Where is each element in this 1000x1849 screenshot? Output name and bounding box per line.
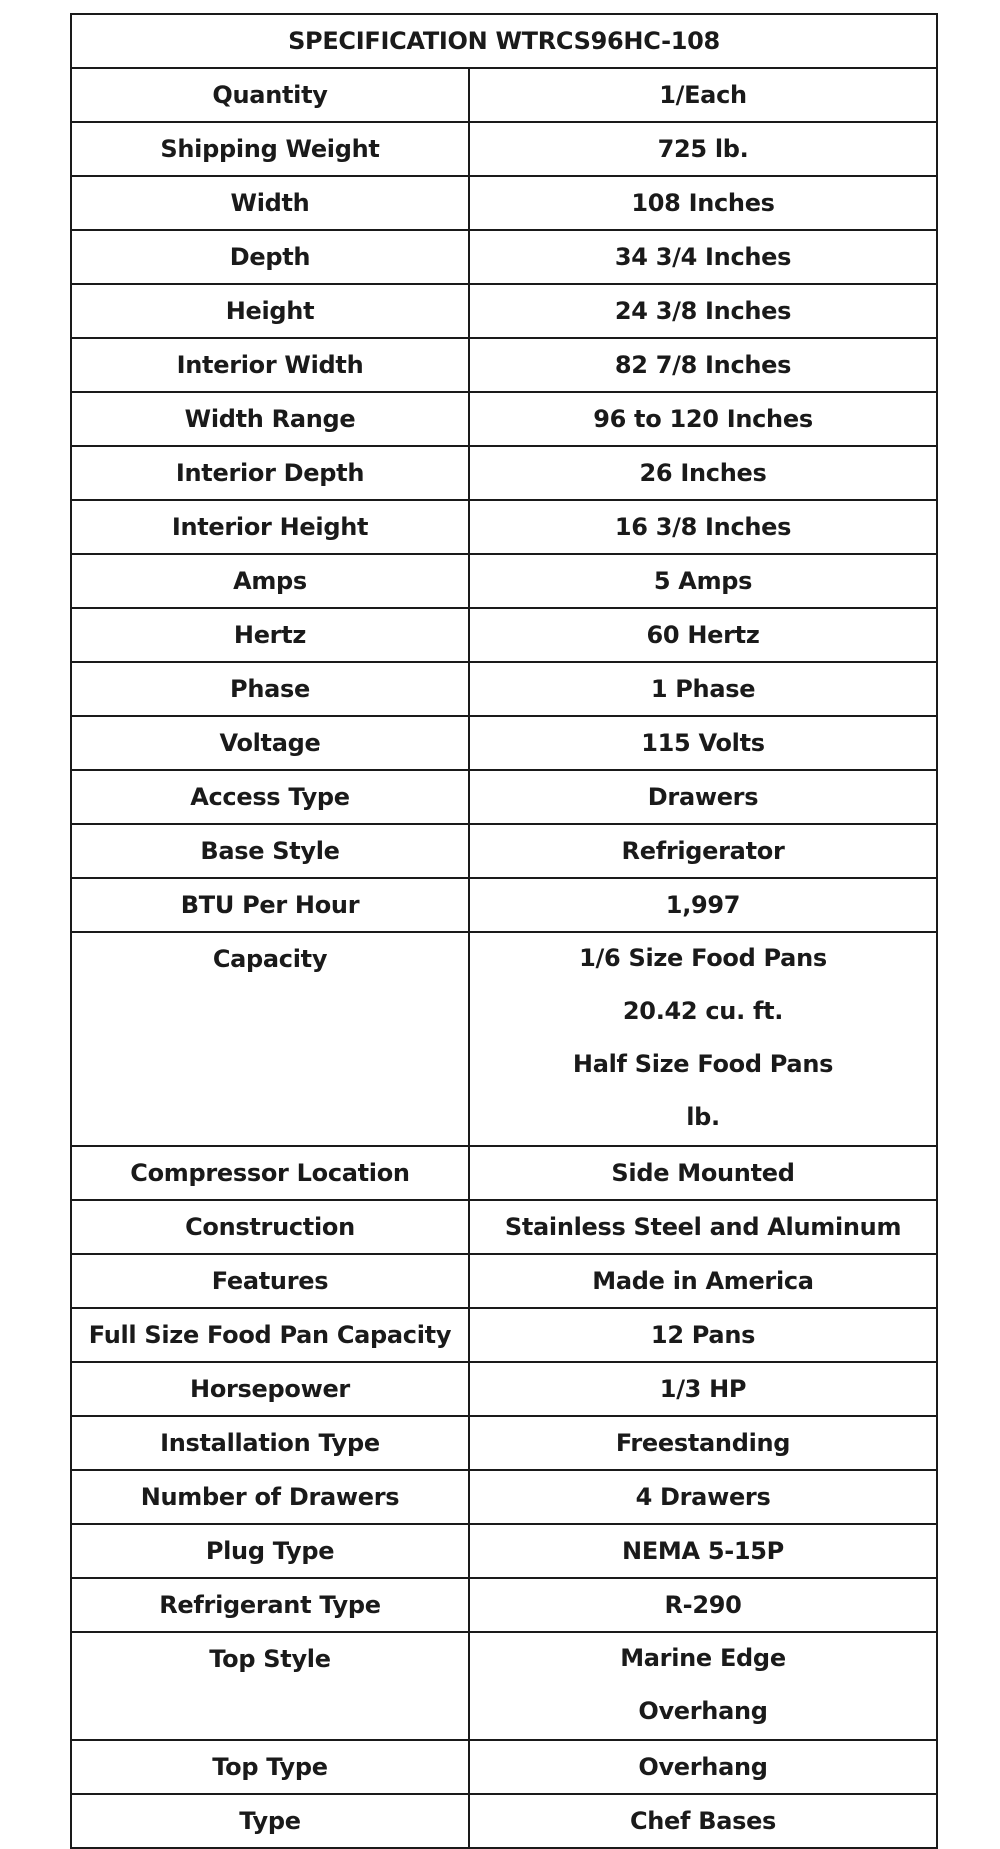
spec-value-cell [469, 284, 937, 338]
table-row [71, 284, 937, 338]
spec-value-cell [469, 554, 937, 608]
spec-value-cell [469, 662, 937, 716]
spec-value-cell [469, 824, 937, 878]
table-row [71, 500, 937, 554]
spec-value-cell [469, 392, 937, 446]
table-row [71, 1200, 937, 1254]
spec-label-cell [71, 824, 469, 878]
spec-label: Compressor Location [130, 1159, 410, 1187]
specification-table [70, 13, 938, 1849]
spec-value: Refrigerator [621, 837, 785, 865]
table-row [71, 1254, 937, 1308]
spec-label: Quantity [212, 81, 328, 109]
spec-label: Access Type [190, 783, 350, 811]
spec-value-cell [469, 1578, 937, 1632]
spec-value-cell [469, 1524, 937, 1578]
spec-value: 1/3 HP [659, 1375, 747, 1403]
spec-label-cell [71, 392, 469, 446]
spec-label: BTU Per Hour [180, 891, 360, 919]
spec-label: Base Style [200, 837, 340, 865]
spec-value: 24 3/8 Inches [614, 297, 792, 325]
spec-label: Number of Drawers [140, 1483, 400, 1511]
spec-label-cell [71, 1146, 469, 1200]
spec-value-cell [469, 122, 937, 176]
table-row [71, 554, 937, 608]
spec-label: Interior Height [171, 513, 369, 541]
spec-label: Interior Depth [175, 459, 365, 487]
spec-value: 16 3/8 Inches [614, 513, 792, 541]
table-header-row [71, 14, 937, 68]
spec-label-cell [71, 1524, 469, 1578]
spec-value-cell [469, 716, 937, 770]
spec-label: Amps [233, 567, 307, 595]
table-row [71, 770, 937, 824]
spec-value-cell [469, 1146, 937, 1200]
spec-value: 4 Drawers [635, 1483, 771, 1511]
spec-label-cell [71, 1362, 469, 1416]
spec-label-cell [71, 446, 469, 500]
table-title: SPECIFICATION WTRCS96HC-108 [71, 14, 937, 68]
spec-value: Drawers [647, 783, 759, 811]
spec-value: 1,997 [665, 891, 741, 919]
spec-label-cell [71, 122, 469, 176]
table-row [71, 338, 937, 392]
spec-value-cell [469, 1470, 937, 1524]
spec-label: Refrigerant Type [159, 1591, 381, 1619]
spec-value: 1/Each [659, 81, 747, 109]
spec-label-cell [71, 662, 469, 716]
spec-label-cell [71, 608, 469, 662]
spec-value-cell [469, 1200, 937, 1254]
spec-label: Installation Type [160, 1429, 380, 1457]
spec-value-cell [469, 932, 937, 1146]
spec-value: NEMA 5-15P [622, 1537, 784, 1565]
spec-label: Hertz [233, 621, 307, 649]
spec-value: 20.42 cu. ft. [622, 997, 784, 1025]
table-row [71, 176, 937, 230]
spec-label-cell [71, 716, 469, 770]
table-row [71, 824, 937, 878]
table-row [71, 1632, 937, 1740]
spec-value-cell [469, 338, 937, 392]
spec-label-cell [71, 1200, 469, 1254]
table-row [71, 446, 937, 500]
table-row [71, 1794, 937, 1848]
spec-label-cell [71, 176, 469, 230]
spec-label-cell [71, 1740, 469, 1794]
spec-label-cell [71, 1308, 469, 1362]
spec-value-cell [469, 1254, 937, 1308]
spec-label-cell [71, 230, 469, 284]
table-row [71, 716, 937, 770]
spec-label-cell [71, 932, 469, 1146]
table-row [71, 878, 937, 932]
spec-label: Voltage [219, 729, 321, 757]
spec-value: 34 3/4 Inches [614, 243, 792, 271]
spec-value-cell [469, 230, 937, 284]
spec-value-cell [469, 176, 937, 230]
spec-label-cell [71, 1416, 469, 1470]
spec-value: Stainless Steel and Aluminum [504, 1213, 902, 1241]
spec-label: Interior Width [176, 351, 364, 379]
spec-value: Freestanding [615, 1429, 791, 1457]
spec-value: 1/6 Size Food Pans [579, 944, 827, 972]
spec-label: Top Type [212, 1753, 328, 1781]
spec-label-cell [71, 1632, 469, 1740]
spec-value-cell [469, 1740, 937, 1794]
table-row [71, 1524, 937, 1578]
table-row [71, 1146, 937, 1200]
spec-value-cell [469, 1308, 937, 1362]
spec-value-cell [469, 1794, 937, 1848]
spec-value: Marine Edge [620, 1644, 786, 1672]
spec-value: Overhang [638, 1753, 768, 1781]
table-row [71, 68, 937, 122]
spec-value: 82 7/8 Inches [614, 351, 792, 379]
spec-label-cell [71, 1794, 469, 1848]
spec-value: Side Mounted [611, 1159, 795, 1187]
spec-label-cell [71, 1254, 469, 1308]
table-row [71, 1578, 937, 1632]
spec-label: Width [230, 189, 310, 217]
spec-value: 1 Phase [650, 675, 756, 703]
spec-value: lb. [686, 1103, 720, 1131]
spec-label-cell [71, 68, 469, 122]
table-body [71, 68, 937, 1848]
spec-value: Overhang [638, 1697, 768, 1725]
spec-label: Type [239, 1807, 301, 1835]
spec-label: Plug Type [205, 1537, 335, 1565]
spec-value-cell [469, 68, 937, 122]
spec-value: Chef Bases [629, 1807, 777, 1835]
spec-value-cell [469, 1416, 937, 1470]
table-row [71, 1362, 937, 1416]
spec-label-cell [71, 1578, 469, 1632]
spec-label-cell [71, 554, 469, 608]
spec-label: Depth [229, 243, 311, 271]
spec-value: 60 Hertz [646, 621, 760, 649]
table-row [71, 1416, 937, 1470]
spec-label-cell [71, 338, 469, 392]
spec-label-cell [71, 770, 469, 824]
spec-label-cell [71, 878, 469, 932]
spec-value: 5 Amps [653, 567, 753, 595]
table-row [71, 932, 937, 1146]
spec-value: R-290 [664, 1591, 742, 1619]
spec-value: Made in America [592, 1267, 814, 1295]
spec-value: 96 to 120 Inches [593, 405, 813, 433]
spec-label: Full Size Food Pan Capacity [88, 1321, 452, 1349]
spec-value-cell [469, 1362, 937, 1416]
table-row [71, 230, 937, 284]
spec-value-cell [469, 770, 937, 824]
spec-label: Height [225, 297, 315, 325]
table-row [71, 1308, 937, 1362]
spec-value-cell [469, 608, 937, 662]
spec-label-cell [71, 500, 469, 554]
spec-label: Features [211, 1267, 329, 1295]
spec-label: Capacity [212, 945, 328, 973]
spec-value: Half Size Food Pans [572, 1050, 834, 1078]
spec-value-cell [469, 1632, 937, 1740]
table-row [71, 122, 937, 176]
spec-value: 725 lb. [657, 135, 749, 163]
spec-value-cell [469, 500, 937, 554]
spec-label: Width Range [184, 405, 356, 433]
spec-value: 26 Inches [639, 459, 767, 487]
spec-label: Shipping Weight [160, 135, 380, 163]
spec-value: 12 Pans [650, 1321, 756, 1349]
spec-label: Construction [185, 1213, 355, 1241]
table-row [71, 608, 937, 662]
spec-label-cell [71, 284, 469, 338]
table-row [71, 662, 937, 716]
table-row [71, 392, 937, 446]
spec-label: Top Style [209, 1645, 331, 1673]
spec-value: 108 Inches [631, 189, 775, 217]
spec-value-cell [469, 878, 937, 932]
spec-value-cell [469, 446, 937, 500]
spec-label: Horsepower [190, 1375, 350, 1403]
spec-value: 115 Volts [641, 729, 765, 757]
table-row [71, 1740, 937, 1794]
table-row [71, 1470, 937, 1524]
spec-label-cell [71, 1470, 469, 1524]
spec-label: Phase [230, 675, 310, 703]
